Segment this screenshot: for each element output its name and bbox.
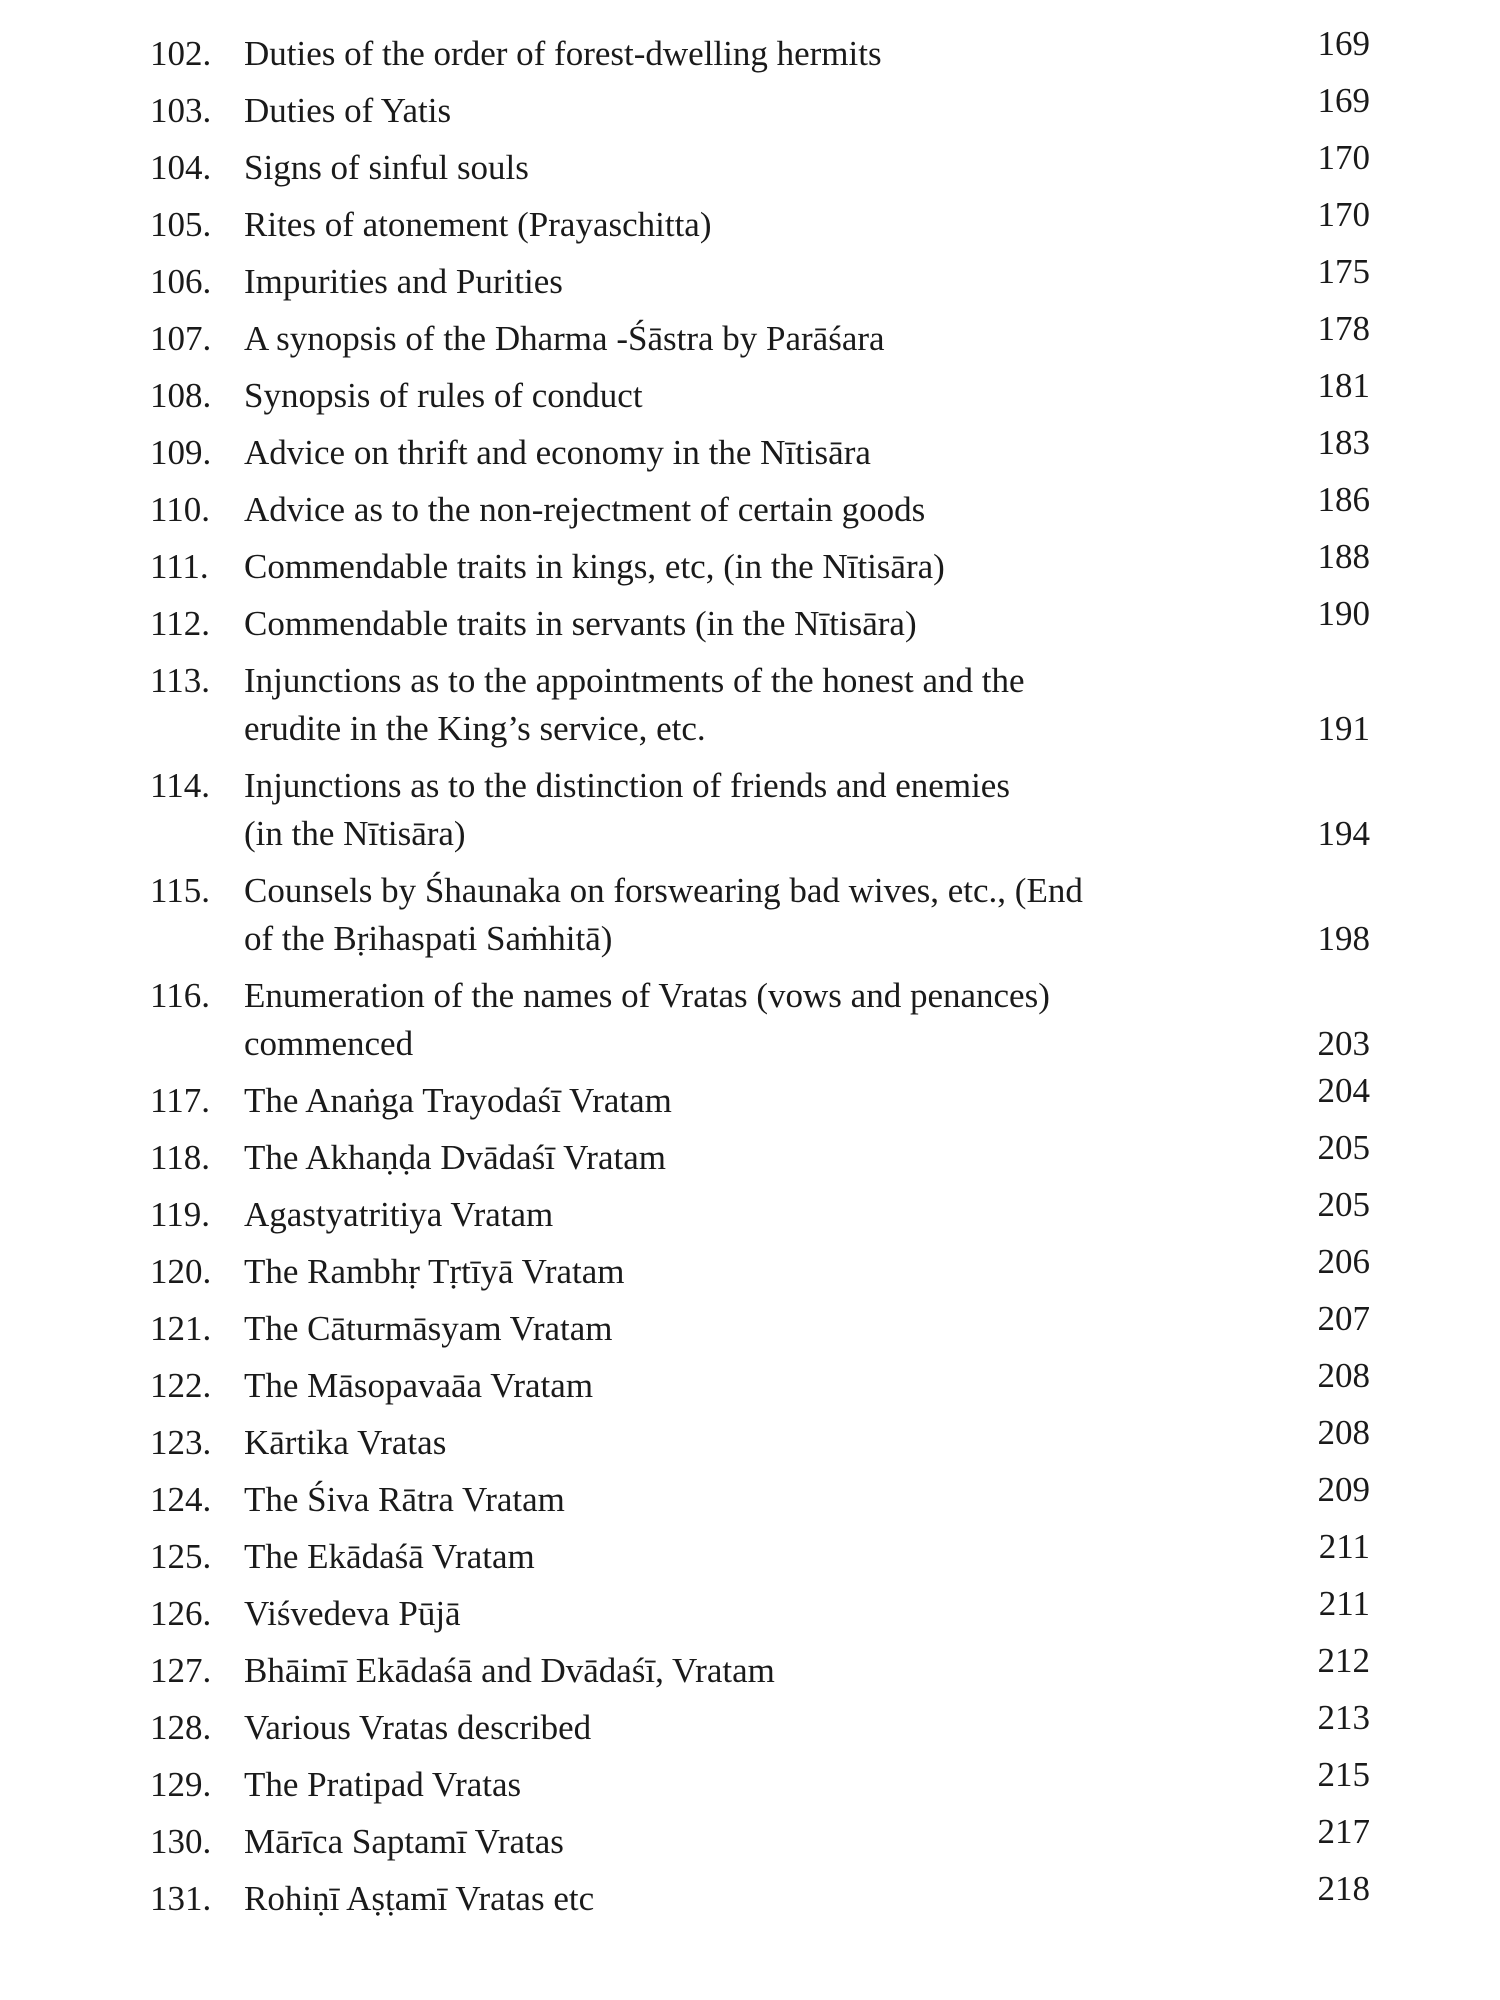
toc-entry <box>150 762 1370 858</box>
toc-entry-page: 169 <box>1317 81 1370 120</box>
table-of-contents <box>150 24 1370 1932</box>
toc-entry-page: 211 <box>1318 1584 1370 1623</box>
toc-entry-page: 186 <box>1317 480 1370 519</box>
toc-entry-number: 120. <box>150 1252 212 1291</box>
toc-entry-number: 108. <box>150 376 212 415</box>
toc-entry <box>150 1812 1370 1866</box>
toc-entry-page: 181 <box>1317 366 1370 405</box>
toc-entry-page: 178 <box>1317 309 1370 348</box>
toc-entry-number: 131. <box>150 1879 212 1918</box>
toc-entry-title: The Akhaṇḍa Dvādaśī Vratam <box>244 1138 666 1177</box>
toc-entry-page: 205 <box>1317 1128 1370 1167</box>
toc-entry-title: Viśvedeva Pūjā <box>244 1594 461 1633</box>
toc-entry <box>150 1128 1370 1182</box>
toc-entry-number: 105. <box>150 205 212 244</box>
toc-entry-title: A synopsis of the Dharma -Śāstra by Parāśara <box>244 319 885 358</box>
toc-entry-number: 112. <box>150 604 210 643</box>
toc-entry-page: 170 <box>1317 138 1370 177</box>
toc-entry-number: 104. <box>150 148 212 187</box>
toc-entry-title: Rohiṇī Aṣṭamī Vratas etc <box>244 1879 595 1918</box>
toc-entry-title: Commendable traits in servants (in the Nītisāra) <box>244 604 917 643</box>
toc-entry <box>150 1185 1370 1239</box>
toc-entry <box>150 366 1370 420</box>
toc-entry <box>150 309 1370 363</box>
toc-entry <box>150 138 1370 192</box>
toc-entry-page: 188 <box>1317 537 1370 576</box>
toc-entry-number: 125. <box>150 1537 212 1576</box>
toc-entry-title: Kārtika Vratas <box>244 1423 447 1462</box>
toc-entry-number: 119. <box>150 1195 210 1234</box>
toc-entry <box>150 480 1370 534</box>
toc-entry-number: 128. <box>150 1708 212 1747</box>
toc-entry-title: Injunctions as to the distinction of friends and enemies (in the Nītisāra) <box>244 766 1010 853</box>
toc-entry-title: Bhāimī Ekādaśā and Dvādaśī, Vratam <box>244 1651 775 1690</box>
toc-entry-page: 218 <box>1317 1869 1370 1908</box>
toc-entry-title: Counsels by Śhaunaka on forswearing bad wives, etc., (End of the Bṛihaspati Saṁhitā) <box>244 871 1083 958</box>
toc-entry-title: Various Vratas described <box>244 1708 592 1747</box>
toc-entry-title: The Māsopavaāa Vratam <box>244 1366 594 1405</box>
toc-entry-number: 118. <box>150 1138 210 1177</box>
toc-entry-number: 116. <box>150 976 210 1015</box>
toc-entry <box>150 1755 1370 1809</box>
toc-entry-title: The Rambhṛ Tṛtīyā Vratam <box>244 1252 625 1291</box>
toc-entry-number: 129. <box>150 1765 212 1804</box>
toc-entry-title: Duties of the order of forest-dwelling hermits <box>244 34 882 73</box>
toc-entry-title: The Anaṅga Trayodaśī Vratam <box>244 1081 672 1120</box>
toc-entry-page: 183 <box>1317 423 1370 462</box>
toc-entry-page: 175 <box>1317 252 1370 291</box>
toc-entry-page: 208 <box>1317 1413 1370 1452</box>
toc-entry-number: 110. <box>150 490 210 529</box>
toc-entry-number: 117. <box>150 1081 210 1120</box>
toc-entry-title: Commendable traits in kings, etc, (in the Nītisāra) <box>244 547 945 586</box>
toc-entry <box>150 1413 1370 1467</box>
toc-entry-title: Injunctions as to the appointments of the honest and the erudite in the King’s service, etc. <box>244 661 1025 748</box>
toc-entry-page: 211 <box>1318 1527 1370 1566</box>
toc-entry-title: Synopsis of rules of conduct <box>244 376 643 415</box>
toc-entry-page: 207 <box>1317 1299 1370 1338</box>
toc-entry-number: 109. <box>150 433 212 472</box>
toc-entry <box>150 867 1370 963</box>
toc-entry-page: 198 <box>1317 919 1370 958</box>
toc-entry-title: Rites of atonement (Prayaschitta) <box>244 205 712 244</box>
toc-entry <box>150 1470 1370 1524</box>
toc-entry-page: 206 <box>1317 1242 1370 1281</box>
toc-entry-number: 115. <box>150 871 210 910</box>
toc-entry <box>150 24 1370 78</box>
toc-entry <box>150 1242 1370 1296</box>
toc-entry-number: 130. <box>150 1822 212 1861</box>
toc-entry-page: 191 <box>1317 709 1370 748</box>
toc-entry <box>150 1299 1370 1353</box>
toc-entry-page: 205 <box>1317 1185 1370 1224</box>
toc-entry <box>150 1071 1370 1125</box>
toc-entry-page: 212 <box>1317 1641 1370 1680</box>
toc-entry-page: 209 <box>1317 1470 1370 1509</box>
toc-entry-title: Agastyatritiya Vratam <box>244 1195 554 1234</box>
toc-entry-page: 169 <box>1317 24 1370 63</box>
toc-entry <box>150 1641 1370 1695</box>
toc-entry-page: 204 <box>1317 1071 1370 1110</box>
toc-entry-page: 194 <box>1317 814 1370 853</box>
toc-entry-title: Enumeration of the names of Vratas (vows and penances) commenced <box>244 976 1050 1063</box>
toc-entry <box>150 657 1370 753</box>
toc-entry-title: The Ekādaśā Vratam <box>244 1537 535 1576</box>
toc-entry-number: 123. <box>150 1423 212 1462</box>
toc-entry-number: 103. <box>150 91 212 130</box>
toc-entry-page: 190 <box>1317 594 1370 633</box>
toc-entry-title: Mārīca Saptamī Vratas <box>244 1822 564 1861</box>
toc-entry <box>150 1527 1370 1581</box>
toc-entry <box>150 972 1370 1068</box>
toc-entry-title: Advice as to the non-rejectment of certain goods <box>244 490 926 529</box>
toc-entry <box>150 195 1370 249</box>
toc-entry-title: The Pratipad Vratas <box>244 1765 522 1804</box>
toc-entry-number: 113. <box>150 661 210 700</box>
toc-entry-number: 107. <box>150 319 212 358</box>
toc-entry-number: 121. <box>150 1309 212 1348</box>
toc-entry-number: 127. <box>150 1651 212 1690</box>
toc-entry <box>150 594 1370 648</box>
toc-entry <box>150 252 1370 306</box>
toc-entry-page: 170 <box>1317 195 1370 234</box>
toc-entry-number: 124. <box>150 1480 212 1519</box>
toc-entry-number: 102. <box>150 34 212 73</box>
toc-entry-page: 203 <box>1317 1024 1370 1063</box>
toc-entry <box>150 1698 1370 1752</box>
toc-entry-number: 114. <box>150 766 210 805</box>
toc-entry-number: 111. <box>150 547 209 586</box>
toc-entry <box>150 537 1370 591</box>
toc-entry <box>150 1869 1370 1923</box>
toc-entry-page: 208 <box>1317 1356 1370 1395</box>
toc-entry-title: The Cāturmāsyam Vratam <box>244 1309 613 1348</box>
toc-entry-title: Advice on thrift and economy in the Nītisāra <box>244 433 871 472</box>
toc-entry-title: The Śiva Rātra Vratam <box>244 1480 565 1519</box>
toc-entry-number: 106. <box>150 262 212 301</box>
toc-entry-number: 122. <box>150 1366 212 1405</box>
toc-entry <box>150 1584 1370 1638</box>
toc-entry-number: 126. <box>150 1594 212 1633</box>
toc-entry-page: 215 <box>1317 1755 1370 1794</box>
toc-entry-title: Impurities and Purities <box>244 262 563 301</box>
toc-entry-page: 213 <box>1317 1698 1370 1737</box>
toc-entry <box>150 1356 1370 1410</box>
toc-entry-title: Signs of sinful souls <box>244 148 529 187</box>
toc-entry <box>150 423 1370 477</box>
toc-entry-title: Duties of Yatis <box>244 91 452 130</box>
toc-entry-page: 217 <box>1317 1812 1370 1851</box>
toc-entry <box>150 81 1370 135</box>
